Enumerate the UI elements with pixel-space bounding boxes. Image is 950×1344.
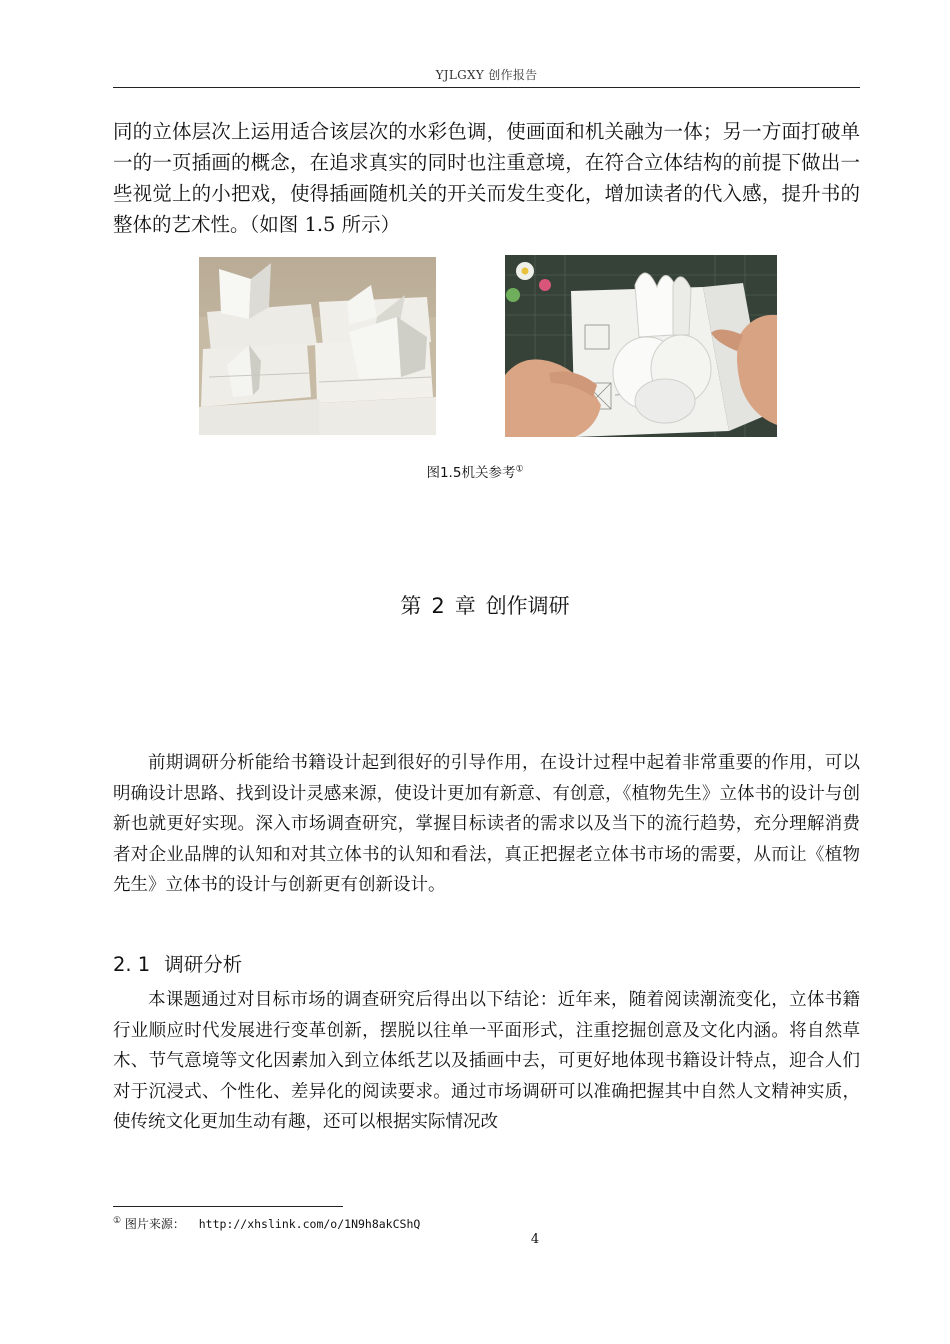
popup-samples-photo xyxy=(199,257,436,435)
header-rule xyxy=(113,87,860,88)
footnote xyxy=(113,1215,420,1232)
page-number: 4 xyxy=(530,1232,540,1247)
section-number: 2. 1 xyxy=(113,953,151,976)
chapter-heading xyxy=(0,590,950,620)
section-heading xyxy=(113,949,242,977)
footnote-mark: ① xyxy=(113,1216,122,1226)
body-paragraph-1: 前期调研分析能给书籍设计起到很好的引导作用，在设计过程中起着非常重要的作用，可以明确设计思路、找到设计灵感来源，使设计更加有新意、有创意，《植物先生》立体书的设计与创新也就更好实现。深入市场调查研究，掌握目标读者的需求以及当下的流行趋势，充分理解消费者对企业品牌的认知和对其立体书的认知和看法，真正把握老立体书市场的需要，从而让《植物先生》立体书的设计与创新更有创新设计。 xyxy=(113,753,860,895)
footnote-url: http://xhslink.com/o/1N9h8akCShQ xyxy=(198,1217,421,1231)
chapter-number: 2 xyxy=(431,594,445,618)
figure-1-5 xyxy=(199,257,779,437)
page-header: YJLGXY 创作报告 xyxy=(435,68,538,82)
figure-footnote-mark: ① xyxy=(515,464,524,475)
flower-popup-photo xyxy=(505,255,777,437)
chapter-title: 创作调研 xyxy=(485,594,570,618)
intro-paragraph: 同的立体层次上运用适合该层次的水彩色调，使画面和机关融为一体；另一方面打破单一的一页插画的概念，在追求真实的同时也注重意境，在符合立体结构的前提下做出一些视觉上的小把戏，使得插画随机关的开关而发生变化，增加读者的代入感，提升书的整体的艺术性。（如图 1.5 所示） xyxy=(113,120,860,236)
footnote-label: 图片来源： xyxy=(124,1217,185,1231)
figure-caption xyxy=(0,461,950,481)
body-paragraph-2: 本课题通过对目标市场的调查研究后得出以下结论：近年来，随着阅读潮流变化，立体书籍行业顺应时代发展进行变革创新，摆脱以往单一平面形式，注重挖掘创意及文化内涵。将自然草木、节气意境等文化因素加入到立体纸艺以及插画中去，可更好地体现书籍设计特点，迎合人们对于沉浸式、个性化、差异化的阅读要求。通过市场调研可以准确把握其中自然人文精神实质，使传统文化更加生动有趣，还可以根据实际情况改 xyxy=(113,990,860,1132)
chapter-prefix: 第 xyxy=(400,594,422,618)
chapter-suffix: 章 xyxy=(454,594,476,618)
section-title: 调研分析 xyxy=(164,953,243,976)
footnote-rule xyxy=(113,1206,343,1207)
figure-caption-text: 图1.5机关参考 xyxy=(426,465,516,481)
